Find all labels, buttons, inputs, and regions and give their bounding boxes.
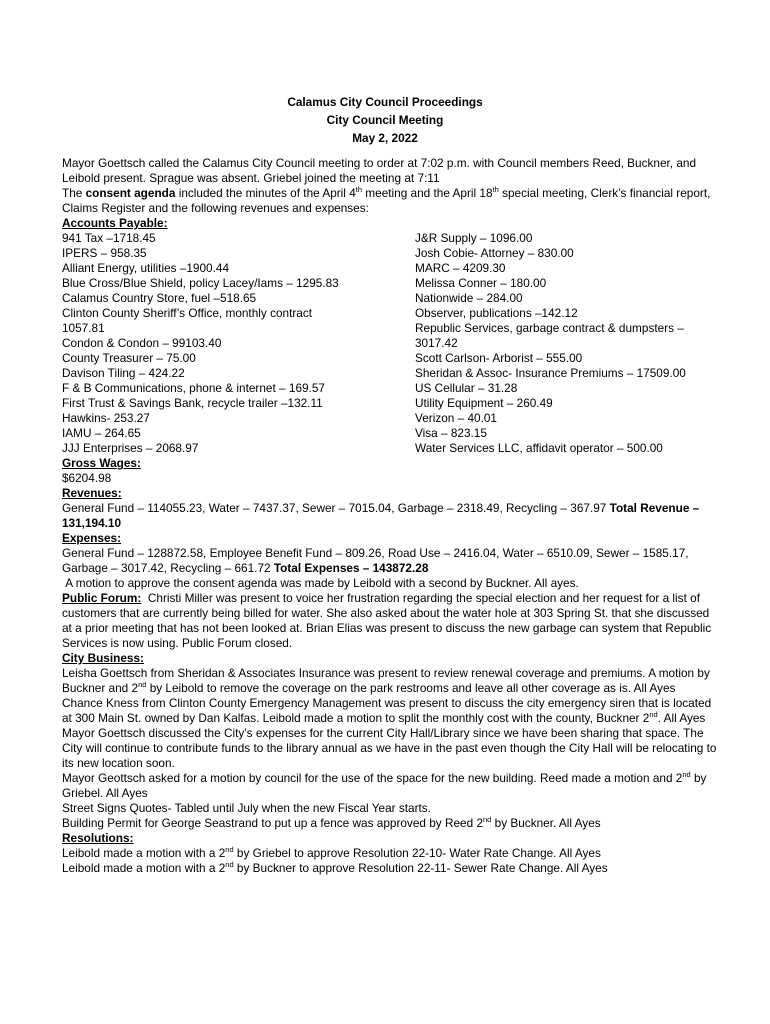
- superscript: nd: [225, 845, 234, 855]
- text-span: by Buckner. All Ayes: [491, 816, 601, 830]
- accounts-payable-heading: Accounts Payable:: [62, 216, 168, 230]
- payable-line-left: Hawkins- 253.27: [62, 411, 150, 425]
- payable-line-left: Calamus Country Store, fuel –518.65: [62, 291, 257, 305]
- text-span: meeting and the April 18: [362, 186, 493, 200]
- expenses-heading: Expenses:: [62, 531, 122, 545]
- payable-line-right: Utility Equipment – 260.49: [415, 396, 553, 410]
- payable-line-right: Observer, publications –142.12: [415, 306, 578, 320]
- payable-line-left: IPERS – 958.35: [62, 246, 147, 260]
- text-span: by Griebel to approve Resolution 22-10- Water Rate Change. All Ayes: [233, 846, 601, 860]
- city-business-item: [62, 771, 722, 801]
- payable-line-right: Sheridan & Assoc- Insurance Premiums – 17509.00: [415, 366, 686, 380]
- payable-line-left: Condon & Condon – 99103.40: [62, 336, 222, 350]
- header-subtitle: City Council Meeting: [326, 113, 444, 127]
- consent-agenda-label: consent agenda: [85, 186, 176, 200]
- superscript: th: [492, 185, 499, 195]
- header-date: May 2, 2022: [352, 131, 418, 145]
- payable-line-right: Visa – 823.15: [415, 426, 487, 440]
- text-span: Leisha Goettsch from Sheridan & Associates Insurance was present to review renewal coverage and premiums. A motion by Buckner and 2: [62, 666, 710, 695]
- payable-line-left: Clinton County Sheriff’s Office, monthly contract: [62, 306, 313, 320]
- superscript: th: [355, 185, 363, 195]
- payable-line-right: Verizon – 40.01: [415, 411, 497, 425]
- payable-line-right: Water Services LLC, affidavit operator – 500.00: [415, 441, 663, 455]
- text-span: special meeting, Clerk’s financial report, Claims Register and the following revenues and expenses:: [62, 186, 711, 215]
- text-span: Mayor Geottsch asked for a motion by council for the use of the space for the new building. Reed made a motion and 2: [62, 771, 683, 785]
- payable-line-left: F & B Communications, phone & internet – 169.57: [62, 381, 325, 395]
- payable-line-right: MARC – 4209.30: [415, 261, 506, 275]
- revenues-paragraph: [62, 501, 722, 531]
- resolution-item: [62, 846, 722, 861]
- payable-line-left: IAMU – 264.65: [62, 426, 141, 440]
- payable-line-left: JJJ Enterprises – 2068.97: [62, 441, 199, 455]
- text-span: Leibold made a motion with a 2: [62, 846, 226, 860]
- accounts-payable-right-column: [415, 231, 722, 456]
- consent-agenda-paragraph: [62, 186, 722, 216]
- resolution-item: [62, 861, 722, 876]
- payable-line-right: J&R Supply – 1096.00: [415, 231, 533, 245]
- revenues-heading: Revenues:: [62, 486, 122, 500]
- expenses-paragraph: [62, 546, 722, 576]
- payable-line-right: US Cellular – 31.28: [415, 381, 518, 395]
- superscript: nd: [649, 710, 658, 720]
- header-title: Calamus City Council Proceedings: [287, 95, 483, 109]
- superscript: nd: [682, 770, 691, 780]
- document-header: [0, 93, 770, 147]
- text-span: by Buckner to approve Resolution 22-11- Sewer Rate Change. All Ayes: [233, 861, 608, 875]
- superscript: nd: [225, 860, 234, 870]
- gross-wages-heading: Gross Wages:: [62, 456, 141, 470]
- payable-line-right: Scott Carlson- Arborist – 555.00: [415, 351, 583, 365]
- public-forum-paragraph: [62, 591, 722, 651]
- expenses-total: Total Expenses – 143872.28: [273, 561, 429, 575]
- intro-paragraph: Mayor Goettsch called the Calamus City Council meeting to order at 7:02 p.m. with Council members Reed, Buckner, and Leibold present. Sprague was absent. Griebel joined the meeting at 7:11: [62, 156, 697, 185]
- payable-line-right: Republic Services, garbage contract & dumpsters –: [415, 321, 684, 335]
- text-span: included the minutes of the April 4: [175, 186, 356, 200]
- city-business-item: [62, 816, 722, 831]
- gross-wages-value: $6204.98: [62, 471, 112, 485]
- city-business-item: [62, 696, 722, 726]
- text-span: Chance Kness from Clinton County Emergency Management was present to discuss the city emergency siren that is located at 300 Main St. owned by Dan Kalfas. Leibold made a motion to split the monthly cost with the county, Buckner 2: [62, 696, 712, 725]
- accounts-payable-left-column: [62, 231, 415, 456]
- resolutions-heading: Resolutions:: [62, 831, 134, 845]
- text-span: General Fund – 128872.58, Employee Benefit Fund – 809.26, Road Use – 2416.04, Water – 6510.09, Sewer – 1585.17, Garbage – 3017.42, Recycling – 661.72: [62, 546, 689, 575]
- text-span: General Fund – 114055.23, Water – 7437.37, Sewer – 7015.04, Garbage – 2318.49, Recycling – 367.97: [62, 501, 610, 515]
- payable-line-right: Josh Cobie- Attorney – 830.00: [415, 246, 574, 260]
- consent-motion: A motion to approve the consent agenda was made by Leibold with a second by Buckner. All ayes.: [62, 576, 579, 590]
- text-span: The: [62, 186, 86, 200]
- document-body: [62, 156, 722, 876]
- text-span: . All Ayes: [657, 711, 706, 725]
- text-span: by Leibold to remove the coverage on the park restrooms and leave all other coverage as is. All Ayes: [146, 681, 676, 695]
- superscript: nd: [138, 680, 147, 690]
- payable-line-left: County Treasurer – 75.00: [62, 351, 196, 365]
- payable-line-right: Nationwide – 284.00: [415, 291, 523, 305]
- text-span: Building Permit for George Seastrand to put up a fence was approved by Reed 2: [62, 816, 484, 830]
- city-business-item: Mayor Goettsch discussed the City’s expenses for the current City Hall/Library since we have been sharing that space. The City will continue to contribute funds to the library annual as we have in the past even though the City Hall will be relocating to its new location soon.: [62, 726, 717, 770]
- accounts-payable-columns: [62, 231, 722, 456]
- payable-line-left: 1057.81: [62, 321, 105, 335]
- text-span: by Griebel. All Ayes: [62, 771, 707, 800]
- superscript: nd: [483, 815, 492, 825]
- payable-line-left: Blue Cross/Blue Shield, policy Lacey/Iams – 1295.83: [62, 276, 339, 290]
- payable-line-right: Melissa Conner – 180.00: [415, 276, 547, 290]
- city-business-item: Street Signs Quotes- Tabled until July when the new Fiscal Year starts.: [62, 801, 431, 815]
- city-business-item: [62, 666, 722, 696]
- public-forum-heading: Public Forum:: [62, 591, 142, 605]
- city-business-heading: City Business:: [62, 651, 144, 665]
- payable-line-left: 941 Tax –1718.45: [62, 231, 156, 245]
- payable-line-right: 3017.42: [415, 336, 458, 350]
- payable-line-left: Alliant Energy, utilities –1900.44: [62, 261, 230, 275]
- text-span: Christi Miller was present to voice her frustration regarding the special election and her request for a list of customers that are currently being billed for water. She also asked about the water hole at 303 Spring St. that she discussed at a prior meeting that has not been looked at. Brian Elias was present to discuss the new garbage can system that Republic Services is now using. Public Forum closed.: [62, 591, 715, 650]
- payable-line-left: Davison Tiling – 424.22: [62, 366, 185, 380]
- payable-line-left: First Trust & Savings Bank, recycle trailer –132.11: [62, 396, 323, 410]
- text-span: Leibold made a motion with a 2: [62, 861, 226, 875]
- revenues-total: Total Revenue – 131,194.10: [62, 501, 700, 530]
